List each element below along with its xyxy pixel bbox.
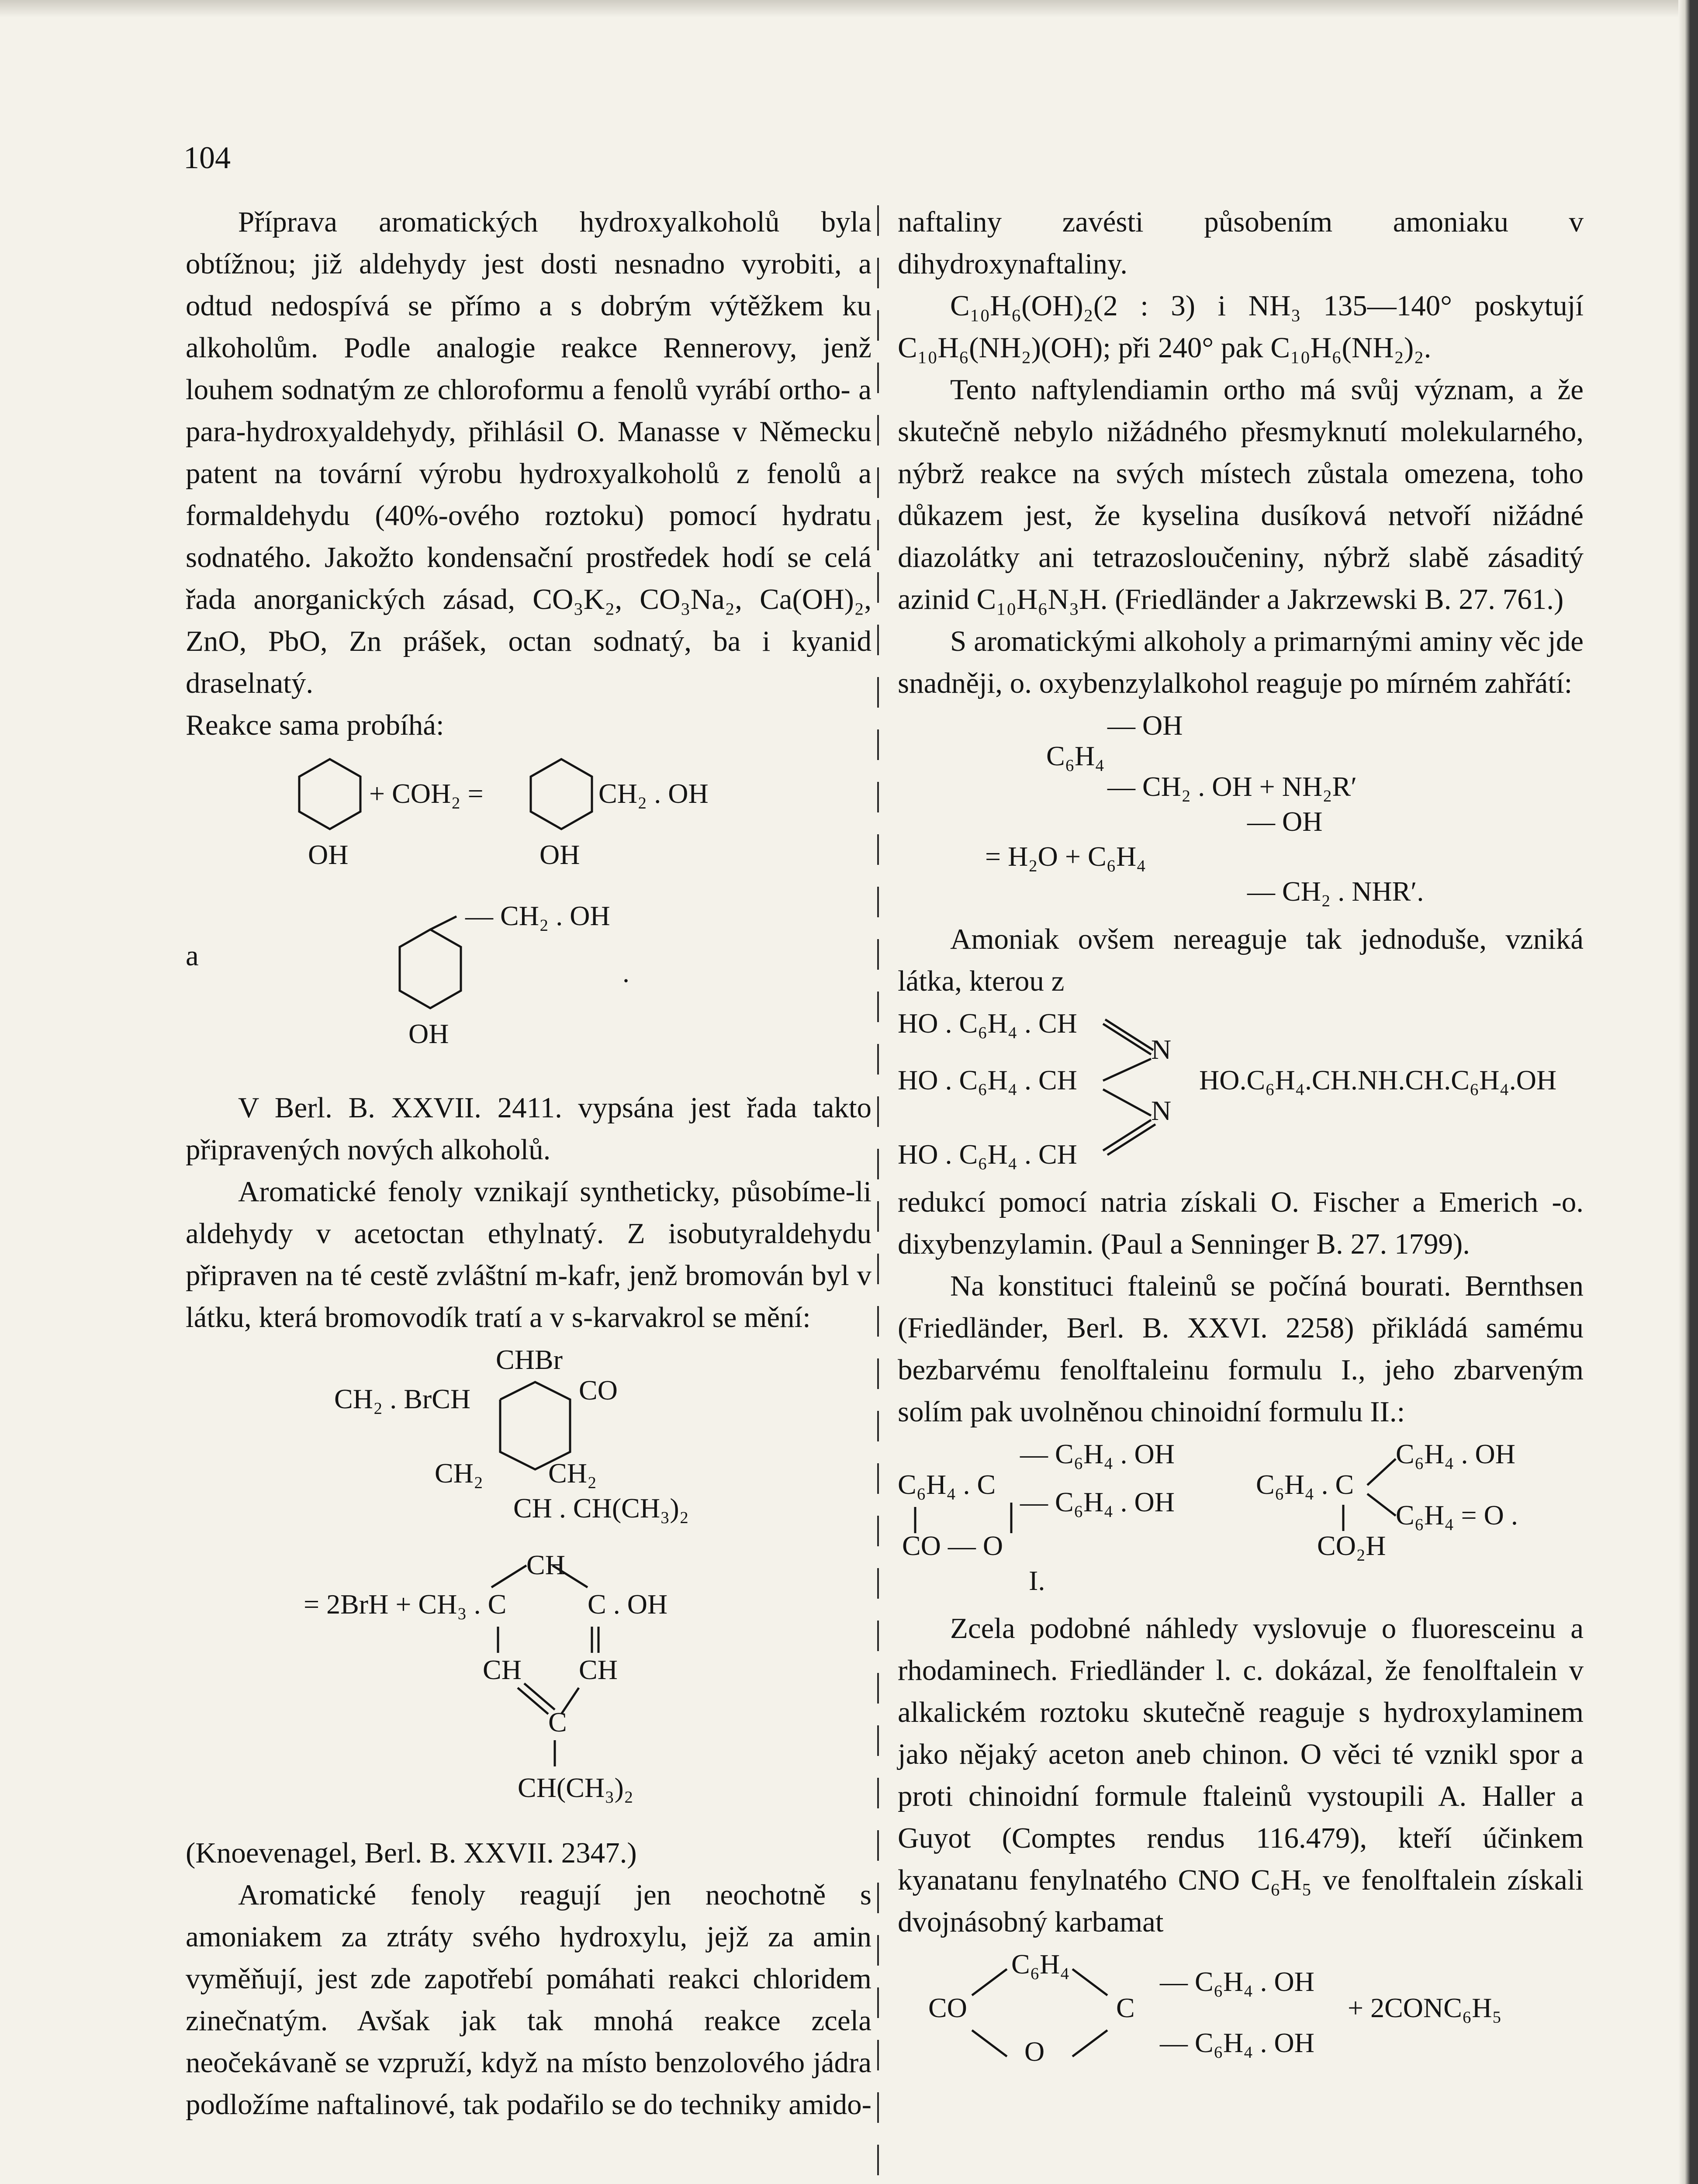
eq3-chbr: CHBr	[496, 1344, 563, 1375]
left-paragraph-1: Příprava aromatických hydroxyalkoholů byla obtížnou; již aldehydy jest dosti nesnadno vyrobiti, a odtud nedospívá se přímo a s dobrým výtěžkem ku alkoholům. Podle analogie reakce Rennerovy, jenž louhem sodnatým ze chloroformu a fenolů vyrábí ortho- a para-hydroxyaldehydy, přihlásil O. Manasse v Německu patent na tovární výrobu hydroxyalkoholů z fenolů a formaldehydu (40%-ového roztoku) pomocí hydratu sodnatého. Jakožto kondensační prostředek hodí se celá řada anorganických zásad, CO₃K₂, CO₃Na₂, Ca(OH)₂, ZnO, PbO, Zn prášek, octan sodnatý, ba i kyanid draselnatý.	[186, 206, 871, 699]
page-number: 104	[183, 140, 231, 175]
benzene-ring-1	[299, 759, 360, 829]
eq4-chch3: CH(CH₃)₂	[518, 1772, 634, 1803]
eq4-lhs: = 2BrH + CH₃ . C	[304, 1589, 507, 1620]
eq8-co: CO	[928, 1992, 967, 2023]
right-paragraph-7: Na konstituci ftaleinů se počíná bourati. Bernthsen (Friedländer, Berl. B. XXVI. 2258) přikládá samému bezbarvému fenolftaleinu formulu I., jeho zbarveným solím pak uvolněnou chinoidní formulu II.:	[898, 1270, 1584, 1428]
eq7-label-1: I.	[1029, 1565, 1045, 1596]
eq3-ch2-b: CH₂	[548, 1458, 597, 1489]
formula-amine-condensation	[898, 708, 1584, 914]
eq6-row-2: HO . C₆H₄ . CH	[898, 1064, 1077, 1095]
right-paragraph-1: naftaliny zavésti působením amoniaku v dihydroxynaftaliny.	[898, 206, 1584, 280]
eq6-row-1: HO . C₆H₄ . CH	[898, 1008, 1077, 1039]
eq1-plus: + COH₂ =	[369, 778, 484, 809]
left-paragraph-4: (Knoevenagel, Berl. B. XXVII. 2347.)	[186, 1837, 637, 1869]
formula-carvacrol	[186, 1548, 871, 1828]
eq7-a4: CO — O	[902, 1530, 1003, 1561]
eq5-c6h4: C₆H₄	[1046, 740, 1105, 771]
eq3-co: CO	[579, 1375, 618, 1406]
right-paragraph-5: Amoniak ovšem nereaguje tak jednoduše, vzniká látka, kterou z	[898, 923, 1584, 997]
right-paragraph-4: S aromatickými alkoholy a primarnými aminy věc jde snadněji, o. oxybenzylalkohol reaguje po mírném zahřátí:	[898, 625, 1584, 699]
eq6-n-1: N	[1151, 1034, 1172, 1065]
svg-text:.: .	[622, 957, 629, 988]
formula-benzene-formaldehyde	[186, 750, 871, 890]
eq7-b3: C₆H₄ = O .	[1396, 1500, 1518, 1531]
left-paragraph-3: Aromatické fenoly vznikají syntheticky, působíme-li aldehydy v acetoctan ethylnatý. Z isobutyraldehydu připraven na té cestě zvláštní m-kafr, jenž bromován byl v látku, která bromovodík tratí a v s-karvakrol se mění:	[186, 1175, 871, 1334]
left-paragraph-1-end: Reakce sama probíhá:	[186, 709, 444, 741]
eq8-o: O	[1024, 2036, 1045, 2067]
eq1-substituent: CH₂ . OH	[598, 778, 709, 809]
eq5-ch2oh: — CH₂ . OH + NH₂R′	[1107, 771, 1357, 802]
right-column	[898, 201, 1584, 2083]
left-paragraph-2: V Berl. B. XXVII. 2411. vypsána jest řada takto připravených nových alkoholů.	[186, 1092, 871, 1166]
right-paragraph-6: redukcí pomocí natria získali O. Fischer a Emerich -o. dixybenzylamin. (Paul a Senninger B. 27. 1799).	[898, 1186, 1584, 1260]
eq2-substituent: — CH₂ . OH	[465, 900, 610, 931]
formula-hydrobenzamide	[898, 1006, 1584, 1177]
eq4-coh: C . OH	[588, 1589, 668, 1620]
eq6-product: HO.C₆H₄.CH.NH.CH.C₆H₄.OH	[1199, 1064, 1557, 1095]
eq5-oh-2: — OH	[1247, 806, 1323, 837]
right-paragraph-3: Tento naftylendiamin ortho má svůj význam, a že skutečně nebylo nižádného přesmyknutí molekularného, nýbrž reakce na svých místech zůstala omezena, toho důkazem jest, že kyselina dusíková netvoří nižádné diazolátky ani tetrazosloučeniny, nýbrž slabě zásaditý azinid C₁₀H₆N₃H. (Friedländer a Jakrzewski B. 27. 761.)	[898, 373, 1584, 615]
eq7-a3: — C₆H₄ . OH	[1020, 1486, 1175, 1517]
eq8-r2: — C₆H₄ . OH	[1160, 2027, 1314, 2058]
scan-edge-top	[0, 0, 1698, 17]
eq3-ch-chch3: CH . CH(CH₃)₂	[513, 1493, 689, 1524]
eq1-oh-1: OH	[308, 839, 349, 870]
eq8-c: C	[1116, 1992, 1135, 2023]
scan-edge-right	[1678, 0, 1698, 2184]
eq5-equals: = H₂O + C₆H₄	[985, 841, 1146, 872]
eq4-ch-right: CH	[579, 1654, 618, 1685]
formula-carbamate	[898, 1947, 1584, 2078]
eq7-b4: CO₂H	[1317, 1530, 1386, 1561]
benzene-ring-2	[531, 759, 592, 829]
eq6-n-2: N	[1151, 1095, 1172, 1126]
eq4-c: C	[548, 1707, 567, 1738]
formula-phenolphthalein	[898, 1437, 1584, 1603]
eq4-ch: CH	[526, 1549, 565, 1580]
right-paragraph-2: C₁₀H₆(OH)₂(2 : 3) i NH₃ 135—140° poskytují C₁₀H₆(NH₂)(OH); při 240° pak C₁₀H₆(NH₂)₂.	[898, 290, 1584, 364]
eq8-r1: — C₆H₄ . OH	[1160, 1966, 1314, 1997]
formula-bromo-camphor	[186, 1343, 871, 1544]
eq7-b1: C₆H₄ . OH	[1396, 1438, 1515, 1469]
eq5-oh-1: — OH	[1107, 710, 1183, 741]
eq3-ch2-a: CH₂	[435, 1458, 484, 1489]
eq1-oh-2: OH	[539, 839, 580, 870]
benzene-ring-3	[400, 930, 461, 1008]
eq6-row-3: HO . C₆H₄ . CH	[898, 1139, 1077, 1170]
eq3-ch2brch: CH₂ . BrCH	[334, 1383, 471, 1414]
and-label: a	[186, 940, 199, 972]
left-paragraph-5: Aromatické fenoly reagují jen neochotně s amoniakem za ztráty svého hydroxylu, jejž za amin vyměňují, jest zde zapotřebí pomáhati reakci chloridem zinečnatým. Avšak jak tak mnohá reakce zcela neočekávaně se vzpruží, když na místo benzolového jádra podložíme naftalinové, tak podařilo se do techniky amido-	[186, 1879, 871, 2121]
eq8-c6h4: C₆H₄	[1011, 1949, 1070, 1980]
formula-hydroxybenzylalcohol	[186, 895, 871, 1082]
eq7-a2: C₆H₄ . C	[898, 1469, 996, 1500]
right-paragraph-8: Zcela podobné náhledy vyslovuje o fluoresceinu a rhodaminech. Friedländer l. c. dokázal, že fenolftalein v alkalickém roztoku skutečně reaguje s hydroxylaminem jako nějaký aceton aneb chinon. O věci té vznikl spor a proti chinoidní formule ftaleinů vystoupili A. Haller a Guyot (Comptes rendus 116.479), kteří účinkem kyanatanu fenylnatého CNO C₆H₅ ve fenolftalein získali dvojnásobný karbamat	[898, 1612, 1584, 1938]
eq8-plus: + 2CONC₆H₅	[1348, 1992, 1502, 2023]
eq2-oh: OH	[408, 1018, 449, 1049]
eq4-ch-left: CH	[483, 1654, 522, 1685]
column-divider	[877, 205, 879, 2184]
eq7-a1: — C₆H₄ . OH	[1020, 1438, 1175, 1469]
eq7-b2: C₆H₄ . C	[1256, 1469, 1354, 1500]
left-column	[186, 201, 871, 2125]
eq5-ch2nhr: — CH₂ . NHR′.	[1247, 876, 1424, 907]
